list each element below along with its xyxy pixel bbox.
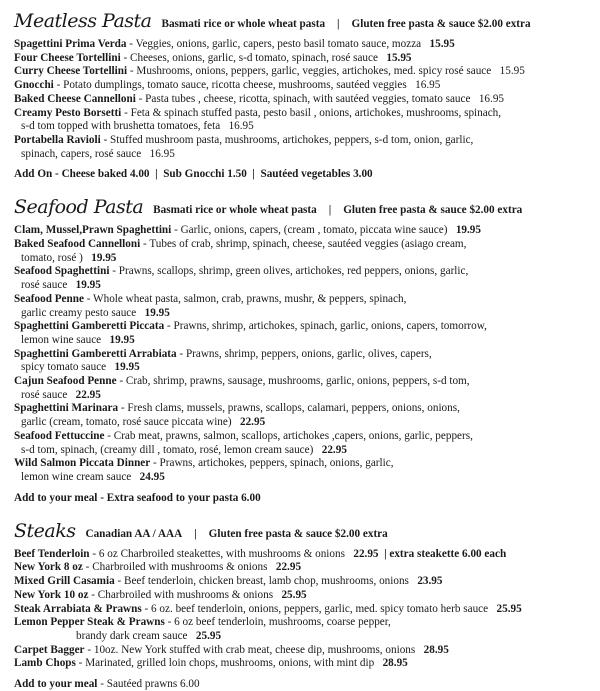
addon-item: - Sautéed prawns 6.00 <box>97 678 200 691</box>
menu-item <box>14 107 600 121</box>
item-price: 19.95 <box>75 279 101 292</box>
item-desc: - 6 oz beef tenderloin, mushrooms, coarse pepper, <box>164 616 391 629</box>
item-price: 28.95 <box>382 657 408 670</box>
menu-item <box>14 430 600 444</box>
item-name: New York 8 oz <box>14 561 83 574</box>
menu-item <box>14 265 600 279</box>
item-desc: - Charbroiled with mushrooms & onions <box>82 561 268 574</box>
menu-item <box>14 402 600 416</box>
item-price: 22.95 <box>275 561 302 574</box>
menu-item-continuation <box>14 416 600 430</box>
item-name: Baked Seafood Cannelloni <box>14 238 141 251</box>
item-price: 23.95 <box>417 575 443 588</box>
menu-item-continuation <box>14 120 600 134</box>
item-desc: - 6 oz. beef tenderloin, onions, peppers, garlic, med. spicy tomato herb sauce <box>141 602 489 615</box>
separator: | <box>194 527 197 540</box>
addon-line <box>14 491 600 505</box>
item-name: Spaghettini Gamberetti Arrabiata <box>14 347 177 360</box>
item-name: Curry Cheese Tortellini <box>14 65 128 78</box>
item-desc-cont: rosé sauce <box>21 388 68 401</box>
item-extra: | extra steakette 6.00 each <box>384 547 507 560</box>
menu-item-continuation <box>14 389 600 403</box>
menu-item <box>14 589 600 603</box>
separator: | <box>328 204 332 217</box>
menu-item-continuation <box>14 148 600 162</box>
item-price: 22.95 <box>75 388 101 401</box>
item-price: 16.95 <box>149 147 175 160</box>
addon-item: - Extra seafood to your pasta 6.00 <box>97 491 261 504</box>
item-name: Seafood Penne <box>14 292 84 305</box>
item-name: Lemon Pepper Steak & Prawns <box>14 616 165 629</box>
item-desc-cont: s-d tom topped with brushetta tomatoes, feta <box>21 120 221 133</box>
item-name: Portabella Ravioli <box>14 133 101 146</box>
addon-line <box>14 677 600 691</box>
menu-item-continuation <box>14 630 600 644</box>
menu-item-continuation <box>14 307 600 321</box>
menu-item <box>14 320 600 334</box>
separator: | <box>337 18 340 30</box>
item-desc: - Tubes of crab, shrimp, spinach, cheese, sautéed veggies (asiago cream, <box>140 238 467 251</box>
item-name: Spaghettini Marinara <box>14 402 119 415</box>
item-price: 28.95 <box>423 643 449 656</box>
item-desc-cont: tomato, rosé ) <box>21 251 83 264</box>
item-desc-cont: lemon wine cream sauce <box>21 470 132 483</box>
menu-item <box>14 65 600 79</box>
item-price: 19.95 <box>114 361 140 374</box>
section-subtitle: Basmati rice or whole wheat pasta <box>161 18 326 30</box>
item-desc: - Veggies, onions, garlic, capers, pesto basil tomato sauce, mozza <box>126 38 422 50</box>
item-desc: - 10oz. New York stuffed with crab meat, cheese dip, mushrooms, onions <box>84 643 416 656</box>
item-desc: - Prawns, shrimp, artichokes, spinach, garlic, onions, capers, tomorrow, <box>164 320 487 333</box>
item-desc: - Prawns, artichokes, peppers, spinach, onions, garlic, <box>150 457 394 470</box>
item-desc: - 6 oz Charbroiled steakettes, with mushrooms & onions <box>89 547 345 560</box>
addon-line: Add On - Cheese baked 4.00 | Sub Gnocchi 1.50 | Sautéed vegetables 3.00 <box>14 168 373 181</box>
item-name: Clam, Mussel,Prawn Spaghettini <box>14 224 172 237</box>
addon-label: Add to your meal <box>14 491 98 504</box>
menu-item <box>14 134 600 148</box>
item-desc: - Charbroiled with mushrooms & onions <box>88 588 274 601</box>
item-desc-cont: rosé sauce <box>21 279 68 292</box>
steaks-header <box>14 518 600 548</box>
item-desc-cont: garlic creamy pesto sauce <box>21 306 137 319</box>
item-desc-cont: spinach, capers, rosé sauce <box>21 147 142 160</box>
menu-item <box>14 575 600 589</box>
menu-item <box>14 238 600 252</box>
item-desc: - Beef tenderloin, chicken breast, lamb chop, mushrooms, onions <box>114 575 409 588</box>
item-desc: - Crab, shrimp, prawns, sausage, mushrooms, garlic, onions, peppers, s-d tom, <box>116 375 470 388</box>
menu-items <box>14 224 600 484</box>
menu-item-continuation <box>14 279 600 293</box>
item-price: 15.95 <box>499 65 525 78</box>
menu-item <box>14 657 600 671</box>
section-title: Meatless Pasta <box>14 10 152 32</box>
item-name: Four Cheese Tortellini <box>14 51 121 64</box>
item-price: 25.95 <box>496 602 522 615</box>
item-desc: - Stuffed mushroom pasta, mushrooms, artichokes, peppers, s-d tom, onion, garlic, <box>100 133 474 146</box>
menu-item <box>14 79 600 93</box>
section-subtitle: Basmati rice or whole wheat pasta <box>153 204 317 217</box>
item-desc: - Feta & spinach stuffed pasta, pesto basil , onions, artichokes, mushrooms, spinach, <box>121 106 502 119</box>
item-name: Lamb Chops <box>14 657 76 670</box>
menu-item <box>14 348 600 362</box>
addon-label: Add to your meal <box>14 678 98 691</box>
menu-item <box>14 561 600 575</box>
item-desc: - Mushrooms, onions, peppers, garlic, veggies, artichokes, med. spicy rosé sauce <box>127 65 492 78</box>
item-desc: - Crab meat, prawns, salmon, scallops, artichokes ,capers, onions, garlic, peppers, <box>104 429 473 442</box>
item-name: Baked Cheese Cannelloni <box>14 92 136 105</box>
gluten-free-note: Gluten free pasta & sauce $2.00 extra <box>208 527 388 540</box>
menu-items <box>14 548 600 671</box>
seafood-section <box>14 194 600 504</box>
item-desc: - Potato dumplings, tomato sauce, ricotta cheese, mushrooms, sautéed veggies <box>53 79 407 92</box>
item-name: Spaghettini Gamberetti Piccata <box>14 320 165 333</box>
item-price: 25.95 <box>281 588 307 601</box>
item-price: 24.95 <box>139 470 165 483</box>
menu-item-continuation <box>14 334 600 348</box>
item-name: Cajun Seafood Penne <box>14 375 117 388</box>
gluten-free-note: Gluten free pasta & sauce $2.00 extra <box>351 18 531 30</box>
menu-item <box>14 38 600 52</box>
menu-item-continuation <box>14 252 600 266</box>
section-title: Steaks <box>14 519 76 542</box>
menu-item <box>14 603 600 617</box>
item-price: 22.95 <box>321 443 347 456</box>
menu-item <box>14 548 600 562</box>
item-desc-cont: garlic (cream, tomato, rosé sauce piccata wine) <box>21 416 232 429</box>
item-name: Steak Arrabiata & Prawns <box>14 602 142 615</box>
menu-item <box>14 52 600 66</box>
menu-item <box>14 224 600 238</box>
item-desc-cont: lemon wine sauce <box>21 333 102 346</box>
section-subtitle: Canadian AA / AAA <box>85 527 183 540</box>
item-desc: - Cheeses, onions, garlic, s-d tomato, spinach, rosé sauce <box>120 51 378 64</box>
addon-item: Sautéed vegetables 3.00 <box>260 168 373 181</box>
item-price: 15.95 <box>386 51 412 64</box>
item-desc: - Whole wheat pasta, salmon, crab, prawns, mushr, & peppers, spinach, <box>83 292 407 305</box>
item-name: Carpet Bagger <box>14 643 85 656</box>
item-price: 19.95 <box>144 306 170 319</box>
menu-item <box>14 457 600 471</box>
addon-item: - Cheese baked 4.00 <box>52 168 150 181</box>
item-desc: - Pasta tubes , cheese, ricotta, spinach, with sautéed veggies, tomato sauce <box>135 92 471 105</box>
item-name: Seafood Spaghettini <box>14 265 110 278</box>
menu-items <box>14 38 600 161</box>
menu-item-continuation <box>14 444 600 458</box>
meatless-section <box>14 8 600 181</box>
item-name: Wild Salmon Piccata Dinner <box>14 457 151 470</box>
seafood-header <box>14 194 600 224</box>
item-desc: - Prawns, shrimp, peppers, onions, garlic, olives, capers, <box>176 347 432 360</box>
item-price: 25.95 <box>195 629 222 642</box>
item-price: 19.95 <box>455 224 481 237</box>
item-price: 16.95 <box>415 79 441 92</box>
section-title: Seafood Pasta <box>14 196 144 219</box>
item-price: 22.95 <box>239 416 266 429</box>
menu-item <box>14 293 600 307</box>
menu-item <box>14 616 600 630</box>
addon-item: Sub Gnocchi 1.50 <box>163 168 247 181</box>
steaks-section <box>14 518 600 691</box>
item-desc: - Marinated, grilled loin chops, mushrooms, onions, with mint dip <box>75 657 375 670</box>
item-desc-cont: s-d tom, spinach, (creamy dill , tomato, rosé, lemon cream sauce) <box>21 443 314 456</box>
item-desc: - Fresh clams, mussels, prawns, scallops, calamari, peppers, onions, onions, <box>118 402 460 415</box>
item-desc-cont: spicy tomato sauce <box>21 361 107 374</box>
menu-item <box>14 644 600 658</box>
item-name: Beef Tenderloin <box>14 547 90 560</box>
addon-label: Add On <box>14 168 53 181</box>
item-price: 19.95 <box>109 333 135 346</box>
item-name: Spagettini Prima Verda <box>14 38 127 50</box>
item-price: 16.95 <box>478 92 504 105</box>
item-desc: - Garlic, onions, capers, (cream , tomato, piccata wine sauce) <box>171 224 448 237</box>
item-name: Gnocchi <box>14 79 54 92</box>
item-desc-cont: brandy dark cream sauce <box>76 629 188 642</box>
menu-item <box>14 375 600 389</box>
menu-item-continuation <box>14 471 600 485</box>
item-name: Seafood Fettuccine <box>14 429 105 442</box>
menu-item <box>14 93 600 107</box>
menu-item-continuation <box>14 361 600 375</box>
item-price: 16.95 <box>228 120 254 133</box>
meatless-header <box>14 8 600 38</box>
item-price: 19.95 <box>91 251 117 264</box>
item-price: 22.95 <box>353 547 379 560</box>
item-name: Mixed Grill Casamia <box>14 575 115 588</box>
item-name: Creamy Pesto Borsetti <box>14 106 122 119</box>
gluten-free-note: Gluten free pasta & sauce $2.00 extra <box>343 204 523 217</box>
item-price: 15.95 <box>429 38 455 50</box>
item-name: New York 10 oz <box>14 588 89 601</box>
item-desc: - Prawns, scallops, shrimp, green olives, artichokes, red peppers, onions, garlic, <box>109 265 469 278</box>
